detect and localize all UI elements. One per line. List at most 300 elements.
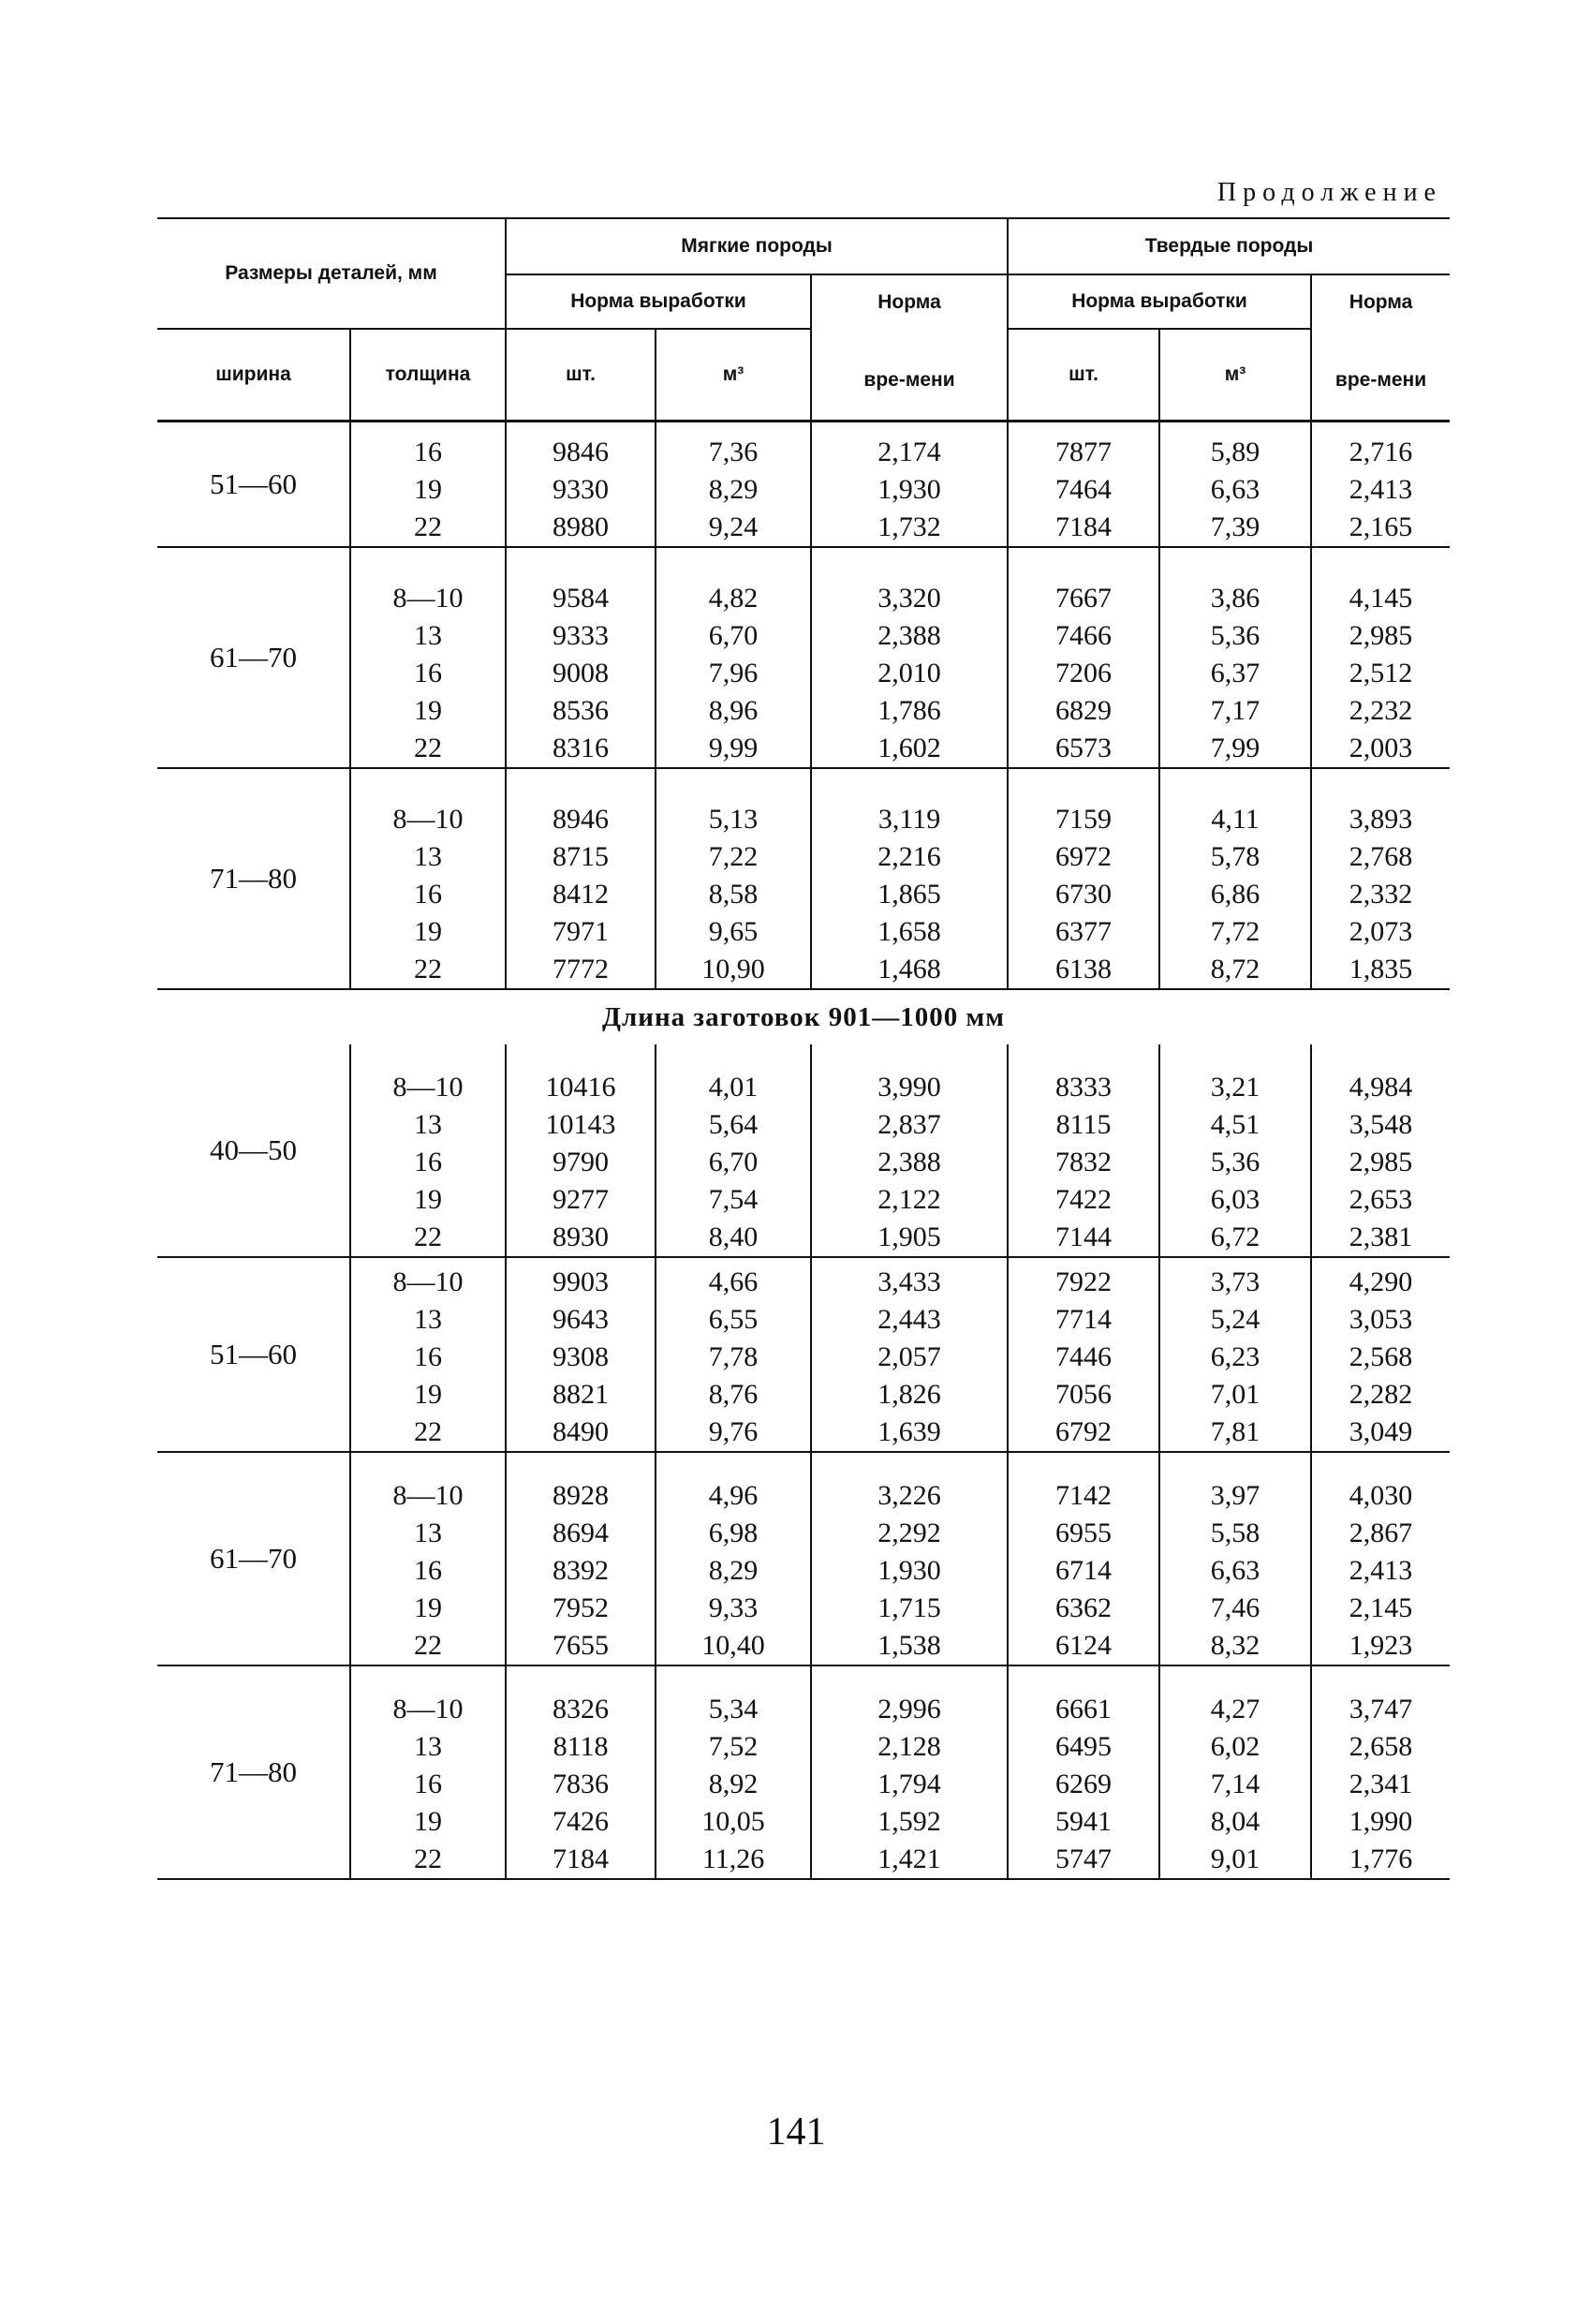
value: 7971 (553, 916, 610, 947)
value: 6955 (1055, 1517, 1113, 1548)
value: 4,030 (1349, 1480, 1413, 1511)
value: 8490 (553, 1416, 610, 1447)
value: 11,26 (701, 1843, 765, 1874)
value: 2,768 (1349, 841, 1413, 872)
header-soft-time-norm: Норма (811, 274, 1008, 329)
value: 2,716 (1349, 437, 1413, 467)
value: 8536 (553, 695, 610, 726)
value: 4,27 (1210, 1694, 1260, 1724)
value: 6714 (1055, 1555, 1113, 1586)
value: 4,984 (1349, 1072, 1413, 1103)
value: 8930 (553, 1221, 610, 1252)
hard-pieces-cell (1008, 1044, 1159, 1257)
value: 3,053 (1349, 1304, 1413, 1335)
header-hard-time-label: вре-мени (1334, 368, 1427, 391)
value: 2,057 (877, 1341, 941, 1372)
value: 8—10 (392, 1266, 464, 1297)
value: 7,99 (1210, 733, 1260, 763)
width-cell: 51—60 (157, 1257, 350, 1452)
value: 4,82 (708, 583, 759, 614)
value: 8118 (553, 1731, 609, 1762)
thickness-cell (350, 422, 506, 548)
value: 2,381 (1349, 1221, 1413, 1252)
value: 1,421 (877, 1843, 941, 1874)
table-separator (157, 989, 1450, 1044)
value: 16 (414, 1341, 442, 1372)
value: 3,21 (1210, 1072, 1260, 1103)
soft-pieces-cell (506, 768, 656, 989)
value: 6495 (1055, 1731, 1113, 1762)
value: 4,01 (708, 1072, 759, 1103)
soft-pieces-cell (506, 547, 656, 768)
value: 7714 (1055, 1304, 1113, 1335)
value: 3,97 (1210, 1480, 1260, 1511)
value: 6,70 (708, 1147, 759, 1177)
value: 8—10 (392, 1480, 464, 1511)
value: 6269 (1055, 1769, 1113, 1799)
value: 2,867 (1349, 1517, 1413, 1548)
value: 7,78 (708, 1341, 759, 1372)
table-body-part-2 (157, 1044, 1450, 1879)
value: 6,72 (1210, 1221, 1260, 1252)
hard-pieces-cell (1008, 547, 1159, 768)
value: 4,66 (708, 1266, 759, 1297)
value: 7,22 (708, 841, 759, 872)
value: 10,05 (701, 1806, 765, 1837)
value: 6,03 (1210, 1184, 1260, 1215)
value: 9308 (553, 1341, 610, 1372)
value: 22 (414, 511, 442, 542)
value: 6124 (1055, 1630, 1113, 1661)
page-number: 141 (766, 2110, 826, 2154)
soft-time-cell (811, 1044, 1008, 1257)
soft-time-cell (811, 547, 1008, 768)
value: 9903 (553, 1266, 610, 1297)
value: 2,443 (877, 1304, 941, 1335)
hard-time-cell (1311, 1257, 1450, 1452)
value: 2,165 (1349, 511, 1413, 542)
value: 9790 (553, 1147, 610, 1177)
value: 9584 (553, 583, 610, 614)
value: 16 (414, 879, 442, 910)
value: 5,78 (1210, 841, 1260, 872)
value: 2,413 (1349, 474, 1413, 505)
value: 4,11 (1211, 804, 1260, 835)
value: 2,332 (1349, 879, 1413, 910)
value: 7,81 (1210, 1416, 1260, 1447)
value: 3,86 (1210, 583, 1260, 614)
value: 9,33 (708, 1592, 759, 1623)
hard-volume-cell (1159, 1044, 1311, 1257)
value: 8694 (553, 1517, 610, 1548)
width-cell: 51—60 (157, 422, 350, 548)
hard-volume-cell (1159, 1452, 1311, 1665)
hard-pieces-cell (1008, 422, 1159, 548)
value: 6,23 (1210, 1341, 1260, 1372)
value: 2,341 (1349, 1769, 1413, 1799)
value: 8115 (1055, 1109, 1112, 1140)
soft-pieces-cell (506, 422, 656, 548)
value: 2,837 (877, 1109, 941, 1140)
header-soft-time-cont (811, 329, 1008, 422)
value: 1,786 (877, 695, 941, 726)
value: 8928 (553, 1480, 610, 1511)
value: 1,538 (877, 1630, 941, 1661)
value: 1,715 (877, 1592, 941, 1623)
value: 8316 (553, 733, 610, 763)
value: 10416 (545, 1072, 616, 1103)
width-group-row (157, 1257, 1450, 1452)
value: 2,232 (1349, 695, 1413, 726)
width-group-row (157, 768, 1450, 989)
value: 3,990 (877, 1072, 941, 1103)
value: 8326 (553, 1694, 610, 1724)
value: 9846 (553, 437, 610, 467)
value: 1,639 (877, 1416, 941, 1447)
value: 22 (414, 1221, 442, 1252)
value: 19 (414, 1592, 442, 1623)
soft-volume-cell (656, 1452, 811, 1665)
table-body-part-1 (157, 422, 1450, 990)
header-hard-woods: Твердые породы (1008, 218, 1450, 274)
value: 2,658 (1349, 1731, 1413, 1762)
value: 6,55 (708, 1304, 759, 1335)
blank-length-heading: Длина заготовок 901—1000 мм (602, 1001, 1005, 1032)
hard-volume-cell (1159, 422, 1311, 548)
value: 3,548 (1349, 1109, 1413, 1140)
width-group-row (157, 422, 1450, 548)
hard-time-cell (1311, 1452, 1450, 1665)
value: 1,776 (1349, 1843, 1413, 1874)
value: 16 (414, 658, 442, 688)
value: 7464 (1055, 474, 1113, 505)
value: 2,568 (1349, 1341, 1413, 1372)
soft-time-cell (811, 1665, 1008, 1879)
value: 19 (414, 1379, 442, 1410)
value: 7184 (553, 1843, 610, 1874)
value: 8392 (553, 1555, 610, 1586)
width-cell: 71—80 (157, 1665, 350, 1879)
value: 1,923 (1349, 1630, 1413, 1661)
width-group-row (157, 1665, 1450, 1879)
hard-time-cell (1311, 1044, 1450, 1257)
value: 9,99 (708, 733, 759, 763)
header-soft-pieces: шт. (506, 329, 656, 422)
header-soft-time-label: вре-мени (863, 368, 955, 391)
header-hard-volume: м³ (1159, 329, 1311, 422)
value: 2,073 (1349, 916, 1413, 947)
width-group-row (157, 547, 1450, 768)
thickness-cell (350, 547, 506, 768)
width-cell: 40—50 (157, 1044, 350, 1257)
value: 10143 (545, 1109, 616, 1140)
value: 3,433 (877, 1266, 941, 1297)
value: 1,658 (877, 916, 941, 947)
value: 2,282 (1349, 1379, 1413, 1410)
value: 7922 (1055, 1266, 1113, 1297)
value: 4,96 (708, 1480, 759, 1511)
width-cell: 61—70 (157, 1452, 350, 1665)
value: 8,92 (708, 1769, 759, 1799)
value: 7,17 (1210, 695, 1260, 726)
hard-pieces-cell (1008, 1452, 1159, 1665)
value: 6,37 (1210, 658, 1260, 688)
value: 5,13 (708, 804, 759, 835)
value: 7952 (553, 1592, 610, 1623)
value: 9,01 (1210, 1843, 1260, 1874)
table-header (157, 218, 1450, 422)
value: 10,40 (701, 1630, 765, 1661)
soft-volume-cell (656, 1257, 811, 1452)
value: 2,388 (877, 1147, 941, 1177)
value: 9643 (553, 1304, 610, 1335)
value: 13 (414, 1517, 442, 1548)
value: 2,996 (877, 1694, 941, 1724)
value: 5,24 (1210, 1304, 1260, 1335)
value: 13 (414, 841, 442, 872)
soft-time-cell (811, 422, 1008, 548)
value: 2,010 (877, 658, 941, 688)
value: 10,90 (701, 954, 765, 984)
value: 7,96 (708, 658, 759, 688)
thickness-cell (350, 1257, 506, 1452)
value: 9,65 (708, 916, 759, 947)
value: 7426 (553, 1806, 610, 1837)
value: 5,89 (1210, 437, 1260, 467)
value: 8333 (1055, 1072, 1113, 1103)
header-hard-pieces: шт. (1008, 329, 1159, 422)
value: 22 (414, 1843, 442, 1874)
value: 8821 (553, 1379, 610, 1410)
value: 7836 (553, 1769, 610, 1799)
value: 7142 (1055, 1480, 1113, 1511)
soft-time-cell (811, 1452, 1008, 1665)
value: 6,98 (708, 1517, 759, 1548)
value: 4,290 (1349, 1266, 1413, 1297)
value: 9008 (553, 658, 610, 688)
value: 9330 (553, 474, 610, 505)
width-group-row (157, 1044, 1450, 1257)
value: 6829 (1055, 695, 1113, 726)
value: 1,905 (877, 1221, 941, 1252)
value: 5,58 (1210, 1517, 1260, 1548)
value: 8412 (553, 879, 610, 910)
header-sizes: Размеры деталей, мм (157, 218, 506, 329)
thickness-cell (350, 1044, 506, 1257)
value: 8—10 (392, 1072, 464, 1103)
value: 1,930 (877, 474, 941, 505)
value: 6,02 (1210, 1731, 1260, 1762)
value: 22 (414, 733, 442, 763)
header-hard-output-norm: Норма выработки (1008, 274, 1311, 329)
value: 22 (414, 1630, 442, 1661)
value: 7159 (1055, 804, 1113, 835)
value: 8715 (553, 841, 610, 872)
value: 5747 (1055, 1843, 1113, 1874)
value: 3,049 (1349, 1416, 1413, 1447)
value: 6792 (1055, 1416, 1113, 1447)
value: 7,14 (1210, 1769, 1260, 1799)
value: 8—10 (392, 583, 464, 614)
width-group-row (157, 1452, 1450, 1665)
value: 3,893 (1349, 804, 1413, 835)
production-norms-table (157, 217, 1450, 1880)
value: 1,990 (1349, 1806, 1413, 1837)
value: 2,122 (877, 1184, 941, 1215)
value: 7184 (1055, 511, 1113, 542)
value: 1,826 (877, 1379, 941, 1410)
soft-time-cell (811, 768, 1008, 989)
value: 2,388 (877, 620, 941, 651)
value: 6,86 (1210, 879, 1260, 910)
value: 1,468 (877, 954, 941, 984)
value: 1,602 (877, 733, 941, 763)
value: 2,985 (1349, 620, 1413, 651)
width-cell: 71—80 (157, 768, 350, 989)
value: 6,63 (1210, 1555, 1260, 1586)
value: 8,76 (708, 1379, 759, 1410)
soft-pieces-cell (506, 1665, 656, 1879)
value: 2,413 (1349, 1555, 1413, 1586)
value: 13 (414, 1731, 442, 1762)
hard-time-cell (1311, 768, 1450, 989)
value: 13 (414, 620, 442, 651)
value: 9,24 (708, 511, 759, 542)
hard-volume-cell (1159, 768, 1311, 989)
value: 1,592 (877, 1806, 941, 1837)
hard-pieces-cell (1008, 768, 1159, 989)
header-thickness: толщина (350, 329, 506, 422)
value: 22 (414, 954, 442, 984)
value: 19 (414, 695, 442, 726)
value: 8,32 (1210, 1630, 1260, 1661)
hard-time-cell (1311, 547, 1450, 768)
soft-volume-cell (656, 1044, 811, 1257)
value: 3,119 (877, 804, 941, 835)
value: 7772 (553, 954, 610, 984)
value: 8—10 (392, 1694, 464, 1724)
value: 7206 (1055, 658, 1113, 688)
soft-pieces-cell (506, 1044, 656, 1257)
value: 6362 (1055, 1592, 1113, 1623)
value: 1,835 (1349, 954, 1413, 984)
value: 2,128 (877, 1731, 941, 1762)
value: 6730 (1055, 879, 1113, 910)
value: 2,145 (1349, 1592, 1413, 1623)
soft-volume-cell (656, 422, 811, 548)
hard-time-cell (1311, 1665, 1450, 1879)
thickness-cell (350, 1665, 506, 1879)
soft-volume-cell (656, 768, 811, 989)
soft-volume-cell (656, 1665, 811, 1879)
header-hard-time-cont (1311, 329, 1450, 422)
value: 7446 (1055, 1341, 1113, 1372)
value: 19 (414, 1806, 442, 1837)
value: 8—10 (392, 804, 464, 835)
value: 9,76 (708, 1416, 759, 1447)
value: 1,930 (877, 1555, 941, 1586)
value: 1,794 (877, 1769, 941, 1799)
value: 5,36 (1210, 1147, 1260, 1177)
header-soft-woods: Мягкие породы (506, 218, 1008, 274)
value: 2,653 (1349, 1184, 1413, 1215)
value: 19 (414, 474, 442, 505)
soft-volume-cell (656, 547, 811, 768)
value: 8,58 (708, 879, 759, 910)
value: 2,292 (877, 1517, 941, 1548)
value: 4,145 (1349, 583, 1413, 614)
value: 16 (414, 1147, 442, 1177)
value: 19 (414, 1184, 442, 1215)
value: 1,732 (877, 511, 941, 542)
value: 2,003 (1349, 733, 1413, 763)
value: 3,747 (1349, 1694, 1413, 1724)
width-cell: 61—70 (157, 547, 350, 768)
value: 5,34 (708, 1694, 759, 1724)
value: 6138 (1055, 954, 1113, 984)
value: 7,39 (1210, 511, 1260, 542)
value: 7,52 (708, 1731, 759, 1762)
value: 2,512 (1349, 658, 1413, 688)
value: 1,865 (877, 879, 941, 910)
hard-pieces-cell (1008, 1665, 1159, 1879)
value: 4,51 (1210, 1109, 1260, 1140)
value: 3,226 (877, 1480, 941, 1511)
value: 6972 (1055, 841, 1113, 872)
hard-volume-cell (1159, 1665, 1311, 1879)
value: 6377 (1055, 916, 1113, 947)
value: 7667 (1055, 583, 1113, 614)
value: 7877 (1055, 437, 1113, 467)
value: 7832 (1055, 1147, 1113, 1177)
hard-pieces-cell (1008, 1257, 1159, 1452)
value: 9333 (553, 620, 610, 651)
thickness-cell (350, 768, 506, 989)
value: 8,29 (708, 474, 759, 505)
value: 7466 (1055, 620, 1113, 651)
value: 8,96 (708, 695, 759, 726)
header-soft-volume: м³ (656, 329, 811, 422)
value: 13 (414, 1304, 442, 1335)
value: 7,72 (1210, 916, 1260, 947)
value: 7655 (553, 1630, 610, 1661)
value: 2,174 (877, 437, 941, 467)
value: 6661 (1055, 1694, 1113, 1724)
value: 8,40 (708, 1221, 759, 1252)
value: 9277 (553, 1184, 610, 1215)
value: 16 (414, 437, 442, 467)
value: 2,216 (877, 841, 941, 872)
soft-time-cell (811, 1257, 1008, 1452)
thickness-cell (350, 1452, 506, 1665)
value: 8,29 (708, 1555, 759, 1586)
value: 22 (414, 1416, 442, 1447)
value: 7,36 (708, 437, 759, 467)
soft-pieces-cell (506, 1257, 656, 1452)
value: 6,70 (708, 620, 759, 651)
hard-volume-cell (1159, 1257, 1311, 1452)
value: 7422 (1055, 1184, 1113, 1215)
value: 6,63 (1210, 474, 1260, 505)
value: 3,320 (877, 583, 941, 614)
value: 19 (414, 916, 442, 947)
value: 5941 (1055, 1806, 1113, 1837)
header-soft-output-norm: Норма выработки (506, 274, 811, 329)
header-hard-time-norm: Норма (1311, 274, 1450, 329)
value: 7,54 (708, 1184, 759, 1215)
header-width: ширина (157, 329, 350, 422)
value: 16 (414, 1555, 442, 1586)
